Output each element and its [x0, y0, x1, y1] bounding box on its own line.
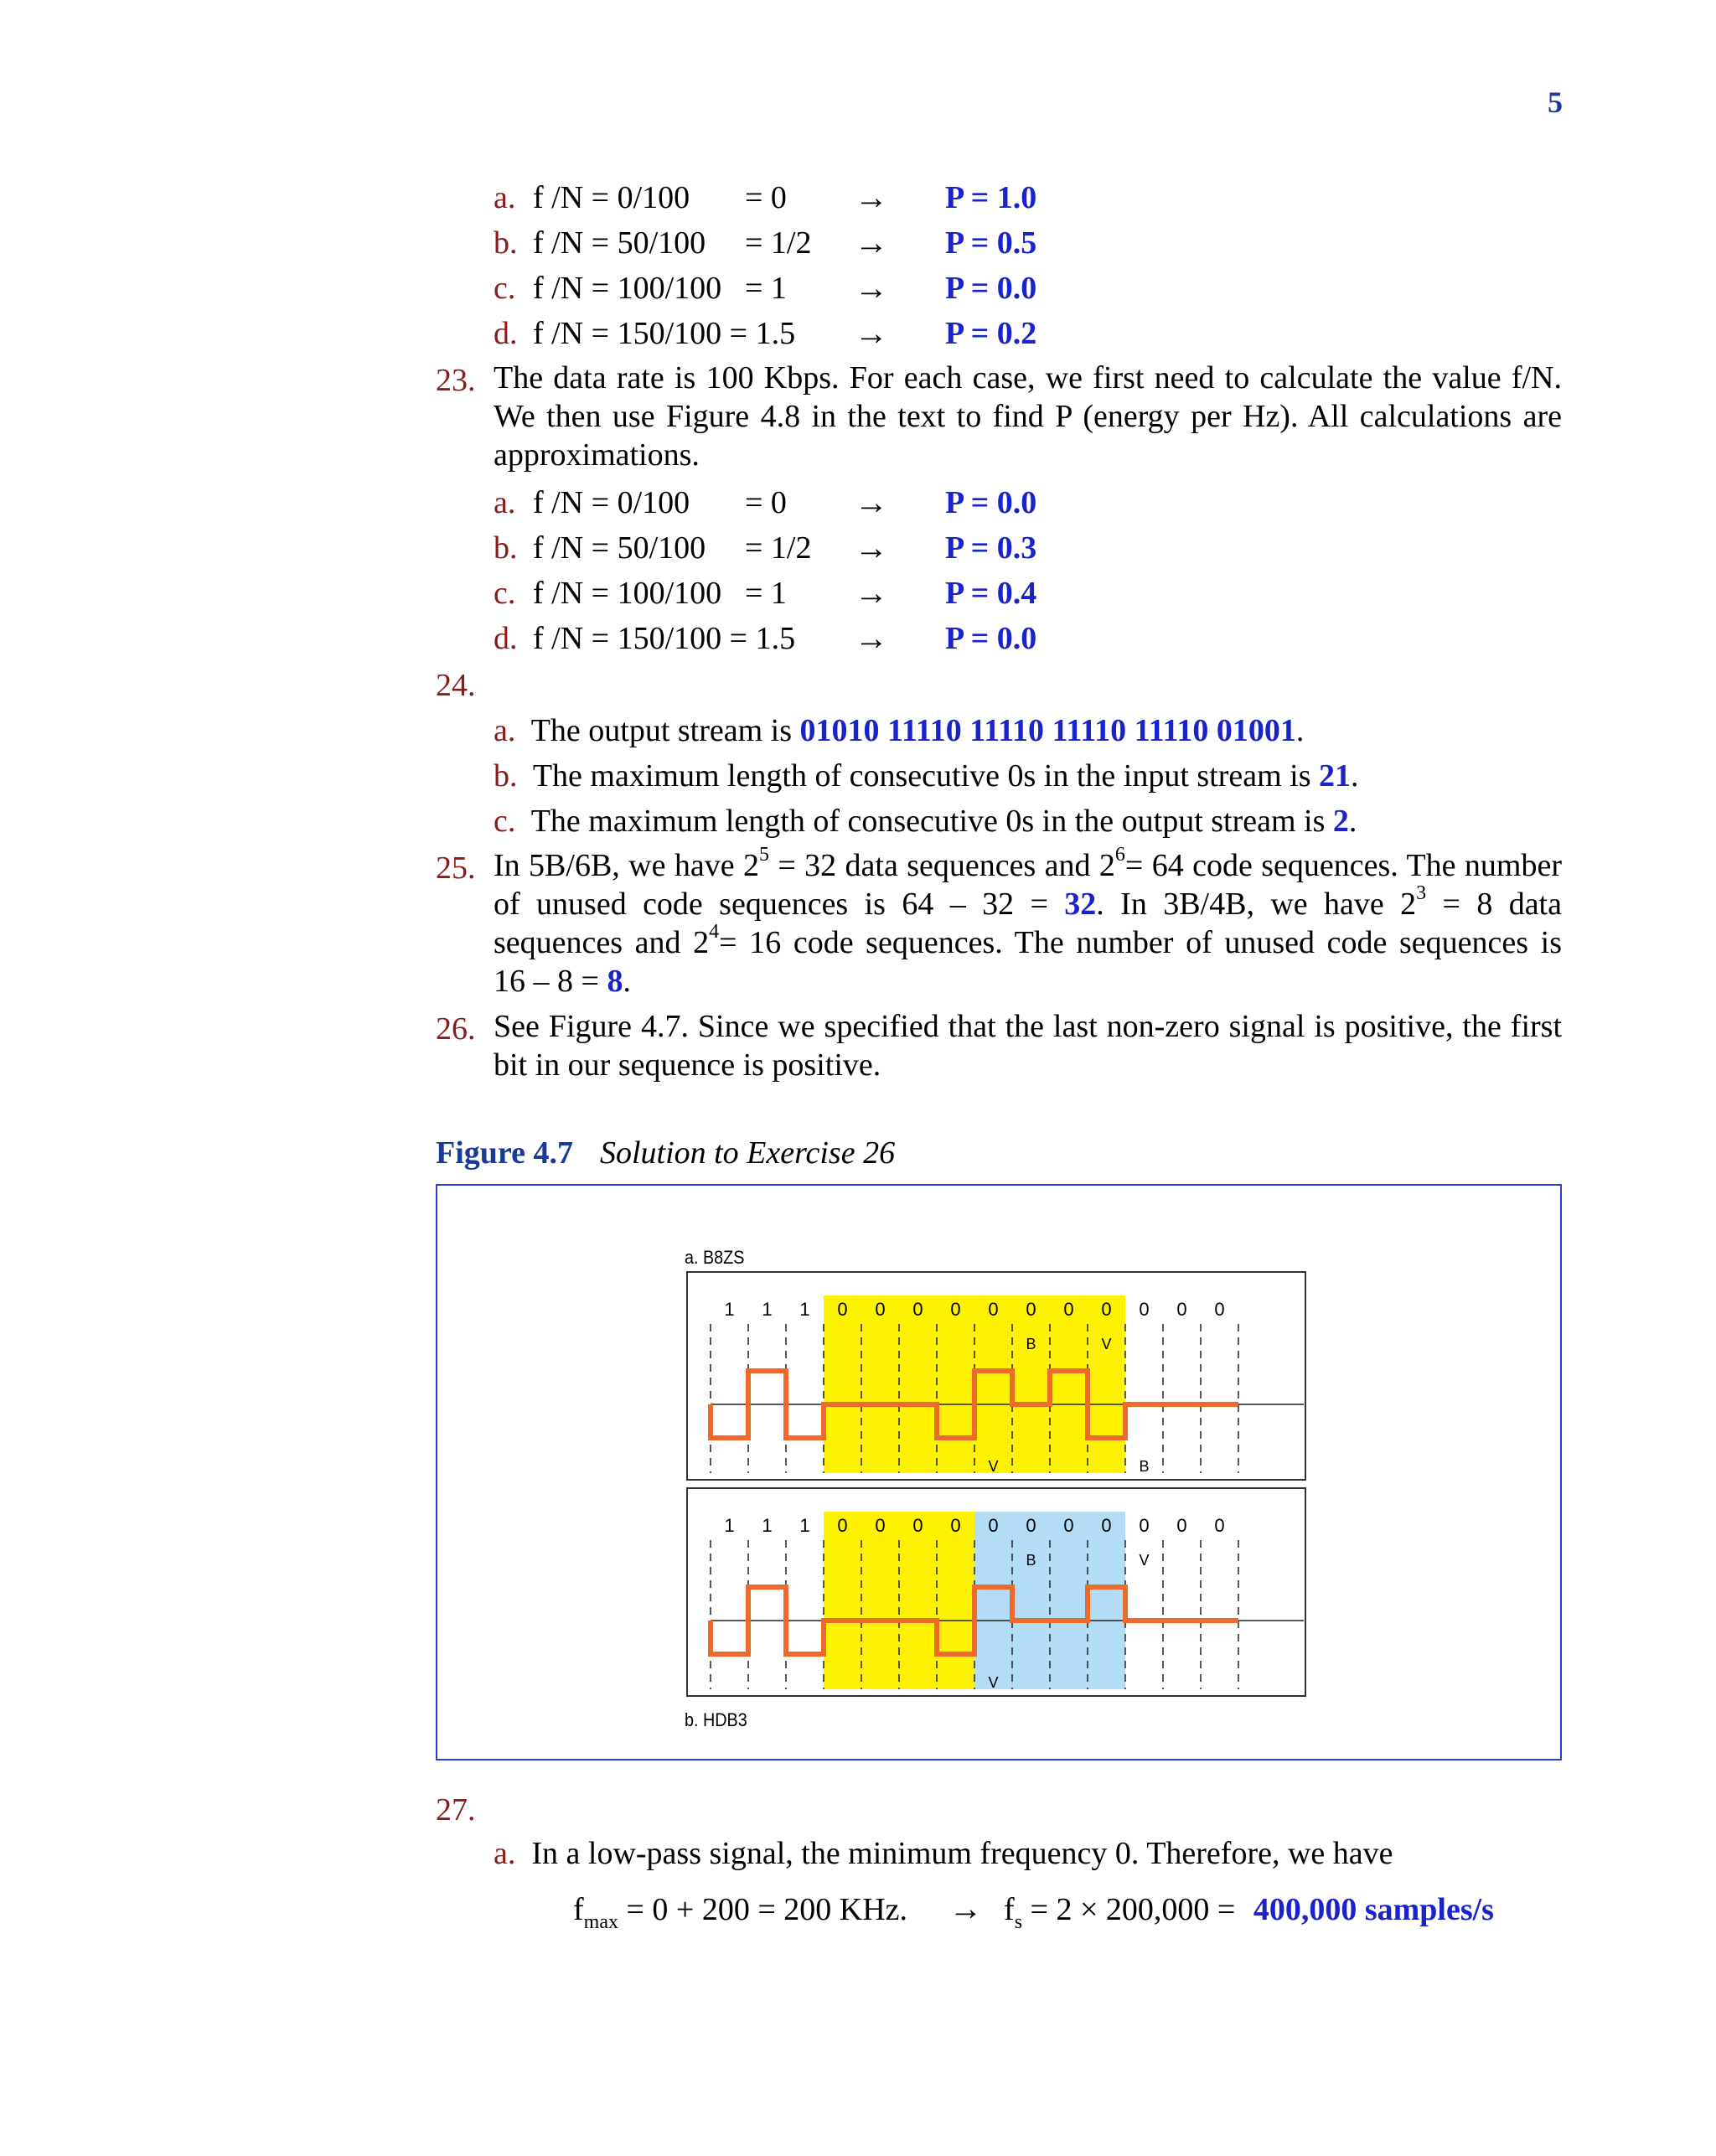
q23-item-result: P = 0.3 — [945, 530, 1037, 566]
q25-line: of unused code sequences is 64 – 32 = 32. In 3B/4B, we have $2^3 = 8$ data — [494, 882, 1562, 922]
q24-item-c: c. The maximum length of consecutive 0s in the output stream is 2. — [494, 804, 1357, 839]
item-expression: f /N = 150/100 = 1.5 — [533, 621, 796, 656]
bit-label: 0 — [1026, 1515, 1036, 1536]
q24-output-stream: 01010 11110 11110 11110 11110 01001 — [799, 713, 1296, 748]
bit-label: 0 — [875, 1299, 886, 1320]
item-letter: b. — [494, 530, 518, 566]
bit-label: 0 — [912, 1299, 923, 1320]
q22-item-result: P = 0.0 — [945, 271, 1037, 306]
bit-label: 0 — [988, 1299, 999, 1320]
arrow-icon: → — [855, 483, 888, 521]
q25-line: In 5B/6B, we have $2^5 = 32$ data sequences and $2^6= 64$ code sequences. The number — [494, 844, 1562, 883]
bit-label: 0 — [1176, 1299, 1187, 1320]
bit-label: 0 — [1214, 1299, 1225, 1320]
bit-label: 1 — [724, 1515, 735, 1536]
bit-label: 0 — [1214, 1515, 1225, 1536]
arrow-icon: → — [855, 619, 888, 657]
bit-label: 0 — [1176, 1515, 1187, 1536]
item-letter: c. — [494, 271, 516, 306]
violation-mark: V — [1139, 1552, 1150, 1569]
q23-item-row — [494, 575, 787, 612]
q23-item-row — [494, 620, 796, 657]
q23-item-result: P = 0.0 — [945, 485, 1037, 520]
q25-line: sequences and $2^4= 16$ code sequences. The number of unused code sequences is — [494, 921, 1562, 960]
q27-result: 400,000 samples/s — [1253, 1892, 1494, 1927]
bit-label: 0 — [988, 1515, 999, 1536]
q23-paragraph-end — [494, 436, 1562, 474]
q26-paragraph — [494, 1007, 1562, 1046]
violation-mark: B — [1026, 1336, 1036, 1352]
arrow-icon: → — [855, 224, 888, 261]
q22-item-result: P = 0.5 — [945, 225, 1037, 261]
hdb3-panel — [687, 1488, 1305, 1696]
bit-label: 0 — [1139, 1515, 1150, 1536]
bit-label: 0 — [875, 1515, 886, 1536]
b8zs-title: a. B8ZS — [685, 1248, 745, 1269]
figure-description: Solution to Exercise 26 — [599, 1135, 896, 1171]
hdb3-title: b. HDB3 — [685, 1710, 747, 1731]
arrow-icon: → — [855, 574, 888, 612]
q22-item-result: P = 0.2 — [945, 316, 1037, 351]
q25-paragraph — [494, 846, 1562, 962]
item-equals: = 1 — [745, 576, 787, 611]
bit-label: 0 — [837, 1515, 848, 1536]
bit-label: 0 — [950, 1515, 961, 1536]
bit-label: 0 — [1063, 1299, 1074, 1320]
item-expression: f /N = 50/100 — [533, 225, 706, 261]
q23-item-row — [494, 530, 812, 566]
arrow-icon: → — [855, 529, 888, 566]
q22-item-result: P = 1.0 — [945, 180, 1037, 215]
item-expression: f /N = 0/100 — [533, 180, 690, 215]
item-expression: f /N = 100/100 — [533, 271, 722, 306]
bit-label: 0 — [1101, 1299, 1112, 1320]
page-number: 5 — [1548, 85, 1563, 119]
bit-label: 1 — [762, 1299, 773, 1320]
bit-label: 0 — [1101, 1515, 1112, 1536]
item-equals: = 0 — [745, 485, 787, 520]
q24-item-a: a. The output stream is 01010 11110 11110 11110 11110 01001. — [494, 713, 1305, 748]
q25-number: 25. — [436, 851, 476, 886]
bit-label: 1 — [799, 1515, 810, 1536]
item-letter: d. — [494, 621, 518, 656]
bit-label: 0 — [1063, 1515, 1074, 1536]
bit-label: 0 — [837, 1299, 848, 1320]
q24-number: 24. — [436, 668, 476, 703]
q27-item-a: a. In a low-pass signal, the minimum frequency 0. Therefore, we have — [494, 1836, 1393, 1871]
item-letter: a. — [494, 180, 516, 215]
bit-label: 1 — [724, 1299, 735, 1320]
item-equals: = 1 — [745, 271, 787, 306]
item-expression: f /N = 50/100 — [533, 530, 706, 566]
q23-paragraph — [494, 359, 1562, 436]
q24-output-max: 2 — [1332, 804, 1349, 839]
item-letter: d. — [494, 316, 518, 351]
q26-number: 26. — [436, 1011, 476, 1047]
item-equals: = 0 — [745, 180, 787, 215]
q26-line: bit in our sequence is positive. — [494, 1047, 881, 1083]
violation-mark: B — [1026, 1552, 1036, 1569]
violation-mark: V — [988, 1458, 999, 1475]
item-letter: a. — [494, 485, 516, 520]
item-letter: b. — [494, 225, 518, 261]
item-letter: c. — [494, 576, 516, 611]
item-expression: f /N = 100/100 — [533, 576, 722, 611]
q23-item-result: P = 0.4 — [945, 576, 1037, 611]
bit-label: 1 — [799, 1299, 810, 1320]
q27-number: 27. — [436, 1792, 476, 1828]
q22-item-row — [494, 225, 812, 261]
item-equals: = 1/2 — [745, 225, 812, 261]
item-equals: = 1/2 — [745, 530, 812, 566]
bit-label: 0 — [950, 1299, 961, 1320]
bit-label: 0 — [912, 1515, 923, 1536]
item-expression: f /N = 0/100 — [533, 485, 690, 520]
arrow-icon: → — [855, 314, 888, 352]
violation-mark: V — [1101, 1336, 1112, 1352]
line-coding-diagram — [662, 1240, 1332, 1743]
q26-paragraph-end — [494, 1046, 1562, 1084]
q22-item-row — [494, 270, 787, 307]
q25-paragraph-end — [494, 962, 1562, 1000]
q23-line: approximations. — [494, 437, 700, 473]
q23-item-row — [494, 484, 787, 521]
q23-number: 23. — [436, 363, 476, 398]
q23-line: The data rate is 100 Kbps. For each case, we first need to calculate the value f/N. — [494, 360, 1562, 396]
item-expression: f /N = 150/100 = 1.5 — [533, 316, 796, 351]
b8zs-panel — [687, 1272, 1305, 1480]
q27-formula: $f_{max} = 0 + 200 = 200$ KHz. → $f_s = 2 \times 200,000 = 400,000$ samples/s — [573, 1890, 1494, 1933]
arrow-icon: → — [855, 269, 888, 307]
bit-label: 1 — [762, 1515, 773, 1536]
arrow-icon: → — [855, 178, 888, 216]
q26-line: See Figure 4.7. Since we specified that the last non-zero signal is positive, the first — [494, 1009, 1562, 1044]
bit-label: 0 — [1026, 1299, 1036, 1320]
q23-item-result: P = 0.0 — [945, 621, 1037, 656]
violation-mark: B — [1139, 1458, 1150, 1475]
figure-label: Figure 4.7 — [436, 1135, 573, 1171]
q23-line: We then use Figure 4.8 in the text to find P (energy per Hz). All calculations are — [494, 399, 1562, 434]
q25-line: 16 – 8 = 8. — [494, 964, 631, 999]
bit-label: 0 — [1139, 1299, 1150, 1320]
q24-item-b: b. The maximum length of consecutive 0s in the input stream is 21. — [494, 758, 1359, 794]
q24-input-max: 21 — [1319, 758, 1352, 794]
violation-mark: V — [988, 1674, 999, 1691]
q22-item-row — [494, 315, 796, 352]
figure-caption — [436, 1135, 895, 1171]
q22-item-row — [494, 179, 787, 216]
